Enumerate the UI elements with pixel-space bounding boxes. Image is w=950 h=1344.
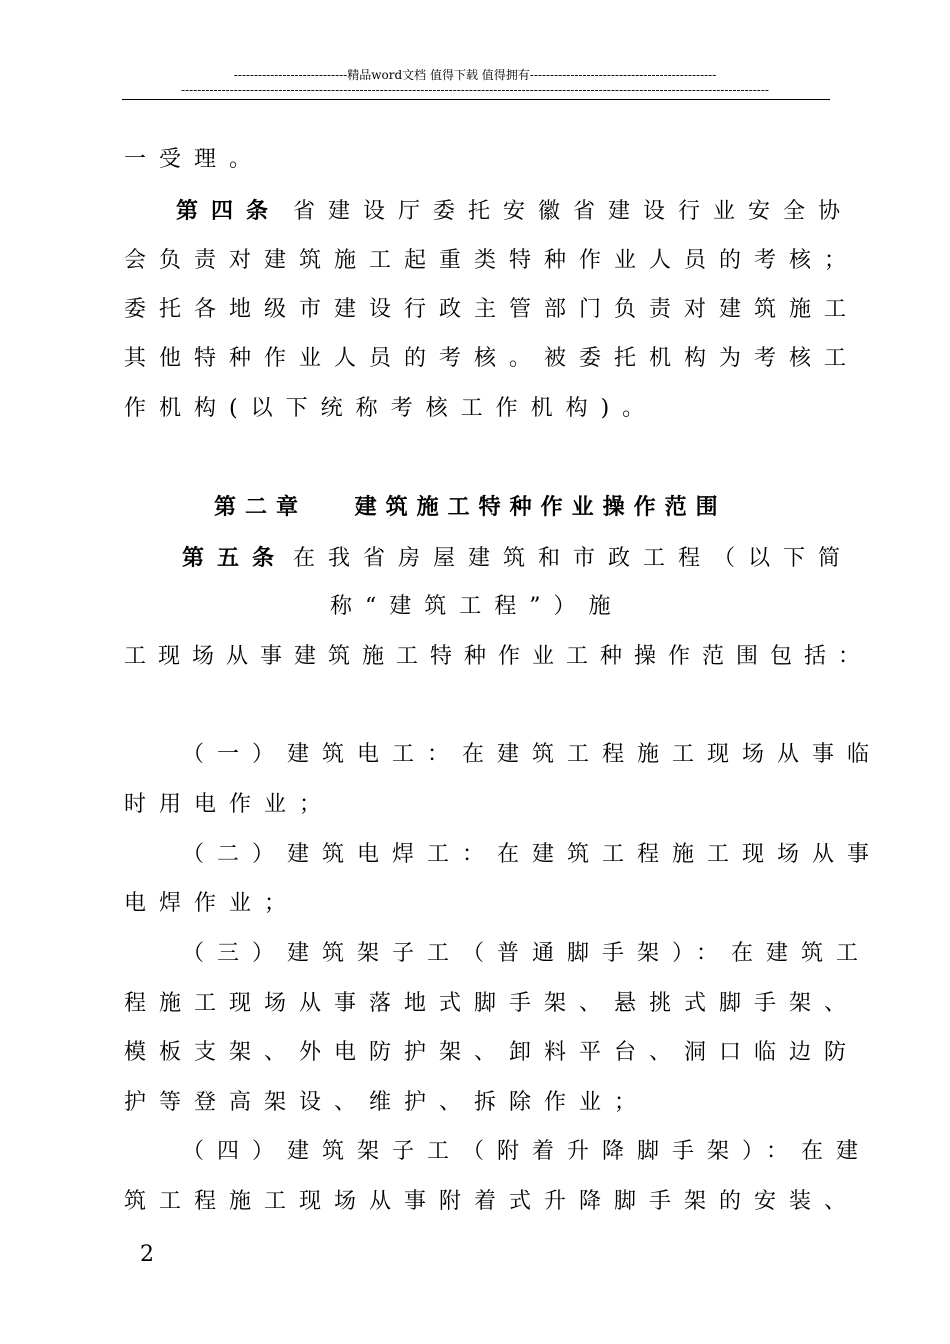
text-line-9: 称“建筑工程”）施 <box>330 594 624 619</box>
chapter-heading: 第二章 建筑施工特种作业操作范围 <box>214 495 727 520</box>
article-4-line <box>176 196 853 227</box>
text-line-19: （四）建筑架子工（附着升降脚手架）：在建 <box>182 1139 872 1164</box>
text-line-3: 会负责对建筑施工起重类特种作业人员的考核； <box>124 248 860 273</box>
text-line-18: 护等登高架设、维护、拆除作业； <box>124 1090 650 1115</box>
page-header-dashes: ------------------------------------------------------------------------------------------------------------------------------------------------- <box>181 83 769 97</box>
article-4-label: 第四条 <box>176 198 282 224</box>
text-line-10: 工现场从事建筑施工特种作业工种操作范围包括： <box>124 644 873 669</box>
text-line-6: 作机构(以下统称考核工作机构)。 <box>124 396 658 421</box>
text-line-11: （一）建筑电工：在建筑工程施工现场从事临 <box>182 742 883 767</box>
article-4-text: 省建设厅委托安徽省建设行业安全协 <box>293 199 854 224</box>
text-line-5: 其他特种作业人员的考核。被委托机构为考核工 <box>124 346 860 371</box>
page-number: 2 <box>140 1242 154 1267</box>
text-line-15: （三）建筑架子工（普通脚手架）：在建筑工 <box>182 941 872 966</box>
article-5-text: 在我省房屋建筑和市政工程（以下简 <box>293 546 854 571</box>
text-line-17: 模板支架、外电防护架、卸料平台、洞口临边防 <box>124 1040 860 1065</box>
header-rule <box>122 99 830 100</box>
text-line-12: 时用电作业； <box>124 792 335 817</box>
text-line-4: 委托各地级市建设行政主管部门负责对建筑施工 <box>124 297 860 322</box>
text-line-13: （二）建筑电焊工：在建筑工程施工现场从事 <box>182 842 883 867</box>
text-line-16: 程施工现场从事落地式脚手架、悬挑式脚手架、 <box>124 991 860 1016</box>
article-5-label: 第五条 <box>182 545 288 571</box>
text-line-14: 电焊作业； <box>124 891 300 916</box>
text-line-20: 筑工程施工现场从事附着式升降脚手架的安装、 <box>124 1189 860 1214</box>
article-5-line <box>182 543 853 574</box>
page-header-banner: ----------------------------精品word文档 值得下载 值得拥有---------------------------------------------- <box>233 68 717 82</box>
text-line-1: 一受理。 <box>124 147 265 172</box>
